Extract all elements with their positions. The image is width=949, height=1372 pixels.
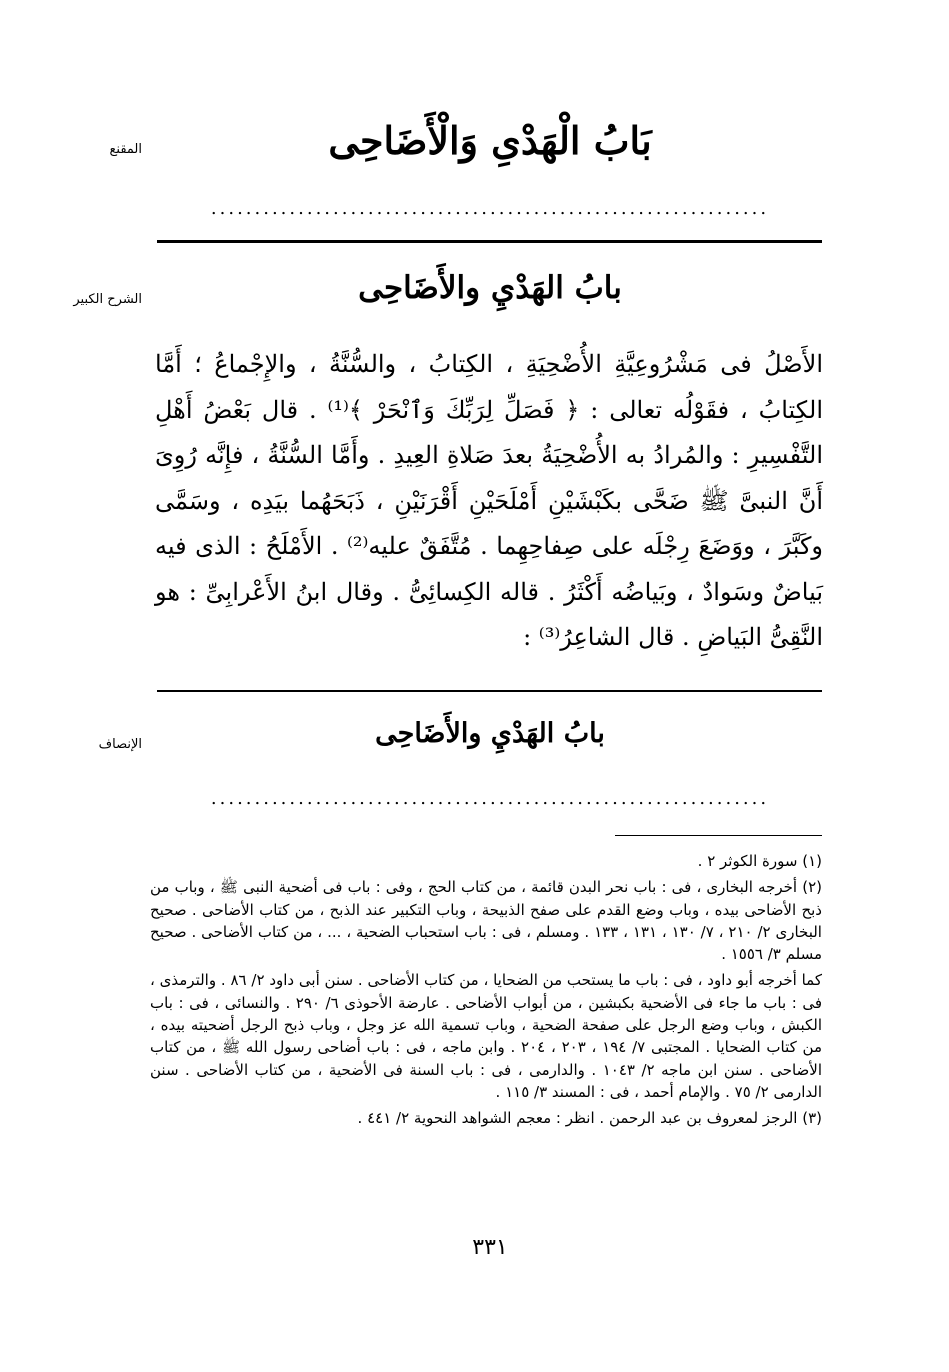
footnote-2: (٢) أخرجه البخارى ، فى : باب نحر البدن قائمة ، من كتاب الحج ، وفى : باب فى أضحية النبى ﷺ ، وباب من ذبح الأضاحى بيده ، وباب وضع القدم على صفح الذبيحة ، وباب التكبير عند الذبح ، من كتاب الأضاحى . صحيح البخارى ٢/ ٢١٠ ، ٧/ ١٣٠ ، ١٣١ ، ١٣٣ . ومسلم ، فى : باب استحباب الضحية ، ... ، من كتاب الأضاحى . صحيح مسلم ٣/ ١٥٥٦ . xyxy=(150,878,822,964)
dotted-separator: ................................................................ xyxy=(210,788,770,809)
chapter-title-sharh: بابُ الهَدْيِ والأَضَاحِى xyxy=(358,270,622,306)
body-paragraph: الأَصْلُ فى مَشْرُوعِيَّةِ الأُضْحِيَةِ ، الكِتابُ ، والسُّنَّةُ ، والإِجْماعُ ؛ أَمَّا الكِتابُ ، فقَوْلُه تعالى : ﴿ فَصَلِّ لِرَبِّكَ وَٱنْحَرْ ﴾⁽¹⁾ . قال بَعْضُ أَهْلِ التَّفْسِيرِ : والمُرادُ به الأُضْحِيَةُ بعدَ صَلاةِ العِيدِ . وأَمَّا السُّنَّةُ ، فإِنَّه رُوِىَ أَنَّ النبىَّ ﷺ ضَحَّى بكَبْشَيْنِ أَمْلَحَيْنِ أَقْرَنَيْنِ ، ذَبَحَهُما بيَدِه ، وسَمَّى وكَبَّرَ ، ووَضَعَ رِجْلَه على صِفاحِهِما . مُتَّفَقٌ عليه⁽²⁾ . الأَمْلَحُ : الذى فيه بَياضٌ وسَوادٌ ، وبَياضُه أَكْثَرُ . قاله الكِسائِىُّ . وقال ابنُ الأَعْرابِىِّ : هو النَّقِىُّ البَياضِ . قال الشاعِرُ⁽³⁾ : xyxy=(155,350,823,651)
footnote-separator xyxy=(615,835,822,836)
chapter-title-insaf: بابُ الهَدْيِ والأَضَاحِى xyxy=(375,718,605,749)
side-label-insaf: الإنصاف xyxy=(98,737,142,752)
section-rule xyxy=(157,690,822,692)
side-label-muqni: المقنع xyxy=(109,142,142,157)
side-label-sharh: الشرح الكبير xyxy=(73,292,142,307)
chapter-title-muqni: بَابُ الْهَدْىِ وَالْأَضَاحِى xyxy=(328,118,652,163)
page-number: ٣٣١ xyxy=(472,1235,508,1260)
footnotes xyxy=(150,850,822,1134)
footnote-1: (١) سورة الكوثر ٢ . xyxy=(697,852,822,870)
footnote-3: (٣) الرجز لمعروف بن عبد الرحمن . انظر : معجم الشواهد النحوية ٢/ ٤٤١ . xyxy=(357,1109,822,1128)
section-rule xyxy=(157,240,822,243)
dotted-separator: ................................................................ xyxy=(210,198,770,219)
footnote-2-continued: كما أخرجه أبو داود ، فى : باب ما يستحب من الضحايا ، من كتاب الأضاحى . سنن أبى داود ٢/ ٨٦ . والترمذى ، فى : باب ما جاء فى الأضحية بكبشين ، من أبواب الأضاحى . عارضة الأحوذى ٦/ ٢٩٠ . والنسائى ، فى : باب الكبش ، وباب وضع الرجل على صفحة الضحية ، وباب تسمية الله عز وجل ، وباب ذبح الرجل أضحيته بيده ، من كتاب الضحايا . المجتبى ٧/ ١٩٤ ، ٢٠٣ ، ٢٠٤ . وابن ماجه ، فى : باب أضاحى رسول الله ﷺ ، من كتاب الأضاحى . سنن ابن ماجه ٢/ ١٠٤٣ . والدارمى ، فى : باب السنة فى الأضحية ، من كتاب الأضاحى . سنن الدارمى ٢/ ٧٥ . والإمام أحمد ، فى : المسند ٣/ ١١٥ . xyxy=(150,971,823,1101)
